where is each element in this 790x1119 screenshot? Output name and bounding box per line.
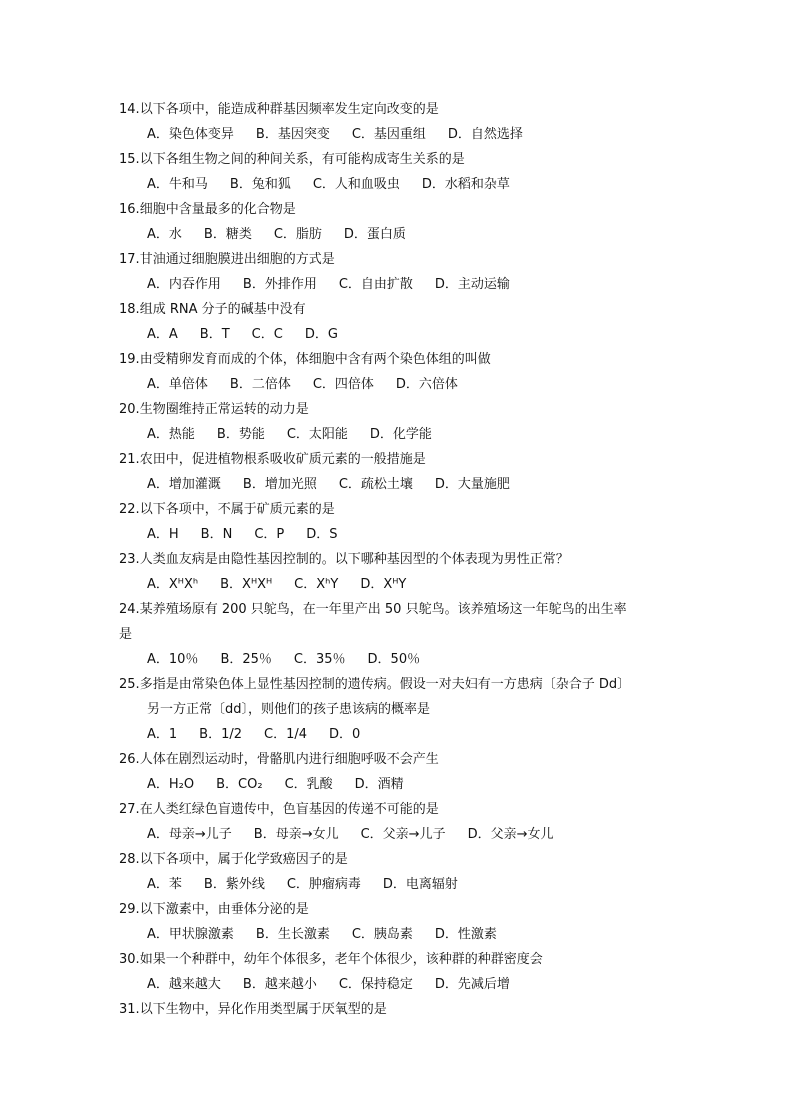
- question-number: 23.: [119, 552, 140, 567]
- option-c: C．肿瘤病毒: [286, 877, 361, 892]
- question-text: 以下各项中，不属于矿质元素的是: [139, 502, 335, 517]
- question-number: 28.: [119, 852, 140, 867]
- option-d: D．蛋白质: [343, 227, 406, 242]
- question-stem: [119, 397, 679, 422]
- option-b: B．1/2: [199, 727, 243, 742]
- question-item: [119, 297, 679, 347]
- option-b: B．紫外线: [203, 877, 265, 892]
- option-d: D．S: [306, 527, 338, 542]
- question-number: 15.: [119, 152, 140, 167]
- question-item: [119, 847, 679, 897]
- question-item: [119, 747, 679, 797]
- option-c: C．四倍体: [312, 377, 374, 392]
- question-item: [119, 997, 679, 1022]
- options-row: [119, 647, 679, 672]
- question-number: 16.: [119, 202, 140, 217]
- option-b: B．外排作用: [242, 277, 317, 292]
- question-stem: [119, 197, 679, 222]
- question-stem: [119, 947, 679, 972]
- option-c: C．乳酸: [284, 777, 333, 792]
- question-text: 多指是由常染色体上显性基因控制的遗传病。假设一对夫妇有一方患病〔杂合子 Dd〕: [139, 677, 631, 692]
- option-c: C．脂肪: [273, 227, 322, 242]
- option-d: D．化学能: [369, 427, 432, 442]
- question-item: [119, 797, 679, 847]
- option-c: C．太阳能: [286, 427, 348, 442]
- option-b: B．增加光照: [242, 477, 317, 492]
- question-item: [119, 447, 679, 497]
- option-c: C．35％: [293, 652, 346, 667]
- question-text: 以下激素中，由垂体分泌的是: [139, 902, 309, 917]
- option-b: B．T: [199, 327, 230, 342]
- question-stem-continuation: [119, 622, 679, 647]
- options-row: [119, 572, 679, 597]
- question-stem: [119, 247, 679, 272]
- question-text: 生物圈维持正常运转的动力是: [139, 402, 309, 417]
- question-stem: [119, 147, 679, 172]
- question-item: [119, 947, 679, 997]
- option-a: A．A: [147, 327, 178, 342]
- option-a: A．染色体变异: [147, 127, 234, 142]
- question-text: 在人类红绿色盲遗传中，色盲基因的传递不可能的是: [139, 802, 439, 817]
- question-text: 另一方正常〔dd〕，则他们的孩子患该病的概率是: [147, 702, 431, 717]
- question-text: 人体在剧烈运动时，骨骼肌内进行细胞呼吸不会产生: [139, 752, 439, 767]
- option-b: B．生长激素: [255, 927, 330, 942]
- option-b: B．CO₂: [216, 777, 263, 792]
- question-number: 21.: [119, 452, 140, 467]
- question-text: 以下各项中，能造成种群基因频率发生定向改变的是: [139, 102, 439, 117]
- option-b: B．母亲→女儿: [253, 827, 339, 842]
- option-d: D．G: [304, 327, 338, 342]
- option-d: D．性激素: [434, 927, 497, 942]
- question-number: 25.: [119, 677, 140, 692]
- question-text: 某养殖场原有 200 只鸵鸟，在一年里产出 50 只鸵鸟。该养殖场这一年鸵鸟的出生率: [139, 602, 627, 617]
- question-number: 27.: [119, 802, 140, 817]
- question-stem: [119, 997, 679, 1022]
- question-item: [119, 197, 679, 247]
- question-item: [119, 672, 679, 747]
- option-c: C．1/4: [264, 727, 308, 742]
- option-a: A．水: [147, 227, 182, 242]
- options-row: [119, 172, 679, 197]
- option-a: A．单倍体: [147, 377, 208, 392]
- question-stem: [119, 897, 679, 922]
- option-b: B．越来越小: [242, 977, 317, 992]
- options-row: [119, 922, 679, 947]
- question-stem: [119, 672, 679, 697]
- question-number: 22.: [119, 502, 140, 517]
- option-c: C．C: [251, 327, 283, 342]
- option-a: A．越来越大: [147, 977, 221, 992]
- options-row: [119, 422, 679, 447]
- question-stem: [119, 747, 679, 772]
- option-c: C．疏松土壤: [338, 477, 413, 492]
- question-list: [119, 97, 679, 1022]
- option-d: D．主动运输: [434, 277, 510, 292]
- option-a: A．母亲→儿子: [147, 827, 232, 842]
- option-b: B．基因突变: [255, 127, 330, 142]
- option-a: A．苯: [147, 877, 182, 892]
- option-d: D．电离辐射: [382, 877, 458, 892]
- option-a: A．1: [147, 727, 178, 742]
- option-a: A．内吞作用: [147, 277, 221, 292]
- question-text: 组成 RNA 分子的碱基中没有: [139, 302, 306, 317]
- option-a: A．H: [147, 527, 179, 542]
- question-stem: [119, 97, 679, 122]
- option-b: B．XᴴXᴴ: [220, 577, 273, 592]
- option-b: B．势能: [216, 427, 265, 442]
- question-text: 农田中，促进植物根系吸收矿质元素的一般措施是: [139, 452, 426, 467]
- question-number: 30.: [119, 952, 140, 967]
- option-a: A．热能: [147, 427, 195, 442]
- question-text: 如果一个种群中，幼年个体很多，老年个体很少，该种群的种群密度会: [139, 952, 543, 967]
- option-d: D．0: [329, 727, 361, 742]
- question-stem: [119, 847, 679, 872]
- option-c: C．人和血吸虫: [312, 177, 400, 192]
- question-stem: [119, 447, 679, 472]
- question-number: 31.: [119, 1002, 140, 1017]
- options-row: [119, 322, 679, 347]
- question-number: 17.: [119, 252, 140, 267]
- question-stem-continuation: [119, 697, 679, 722]
- options-row: [119, 522, 679, 547]
- options-row: [119, 222, 679, 247]
- question-text: 以下各项中，属于化学致癌因子的是: [139, 852, 348, 867]
- options-row: [119, 822, 679, 847]
- question-number: 24.: [119, 602, 140, 617]
- question-number: 29.: [119, 902, 140, 917]
- option-b: B．N: [200, 527, 233, 542]
- option-a: A．牛和马: [147, 177, 208, 192]
- options-row: [119, 272, 679, 297]
- option-c: C．胰岛素: [351, 927, 413, 942]
- option-c: C．XʰY: [294, 577, 339, 592]
- question-stem: [119, 347, 679, 372]
- option-a: A．甲状腺激素: [147, 927, 234, 942]
- options-row: [119, 772, 679, 797]
- question-text: 人类血友病是由隐性基因控制的。以下哪种基因型的个体表现为男性正常？: [139, 552, 569, 567]
- question-item: [119, 597, 679, 672]
- question-stem: [119, 497, 679, 522]
- option-d: D．大量施肥: [434, 477, 510, 492]
- question-item: [119, 897, 679, 947]
- question-item: [119, 497, 679, 547]
- option-c: C．父亲→儿子: [360, 827, 446, 842]
- option-b: B．25％: [220, 652, 272, 667]
- question-text: 以下生物中，异化作用类型属于厌氧型的是: [139, 1002, 387, 1017]
- options-row: [119, 972, 679, 997]
- options-row: [119, 472, 679, 497]
- option-d: D．先减后增: [434, 977, 510, 992]
- option-a: A．XᴴXʰ: [147, 577, 199, 592]
- question-stem: [119, 297, 679, 322]
- question-text: 甘油通过细胞膜进出细胞的方式是: [139, 252, 335, 267]
- question-item: [119, 347, 679, 397]
- options-row: [119, 722, 679, 747]
- option-d: D．水稻和杂草: [421, 177, 510, 192]
- option-a: A．10％: [147, 652, 199, 667]
- question-stem: [119, 547, 679, 572]
- option-b: B．糖类: [203, 227, 252, 242]
- options-row: [119, 372, 679, 397]
- question-stem: [119, 797, 679, 822]
- question-text: 由受精卵发育而成的个体，体细胞中含有两个染色体组的叫做: [139, 352, 491, 367]
- question-item: [119, 247, 679, 297]
- option-a: A．H₂O: [147, 777, 195, 792]
- option-d: D．父亲→女儿: [467, 827, 554, 842]
- options-row: [119, 122, 679, 147]
- option-c: C．基因重组: [351, 127, 426, 142]
- option-b: B．二倍体: [229, 377, 291, 392]
- question-number: 14.: [119, 102, 140, 117]
- option-b: B．兔和狐: [229, 177, 291, 192]
- question-stem: [119, 597, 679, 622]
- question-number: 20.: [119, 402, 140, 417]
- question-text: 是: [119, 627, 133, 642]
- options-row: [119, 872, 679, 897]
- question-text: 细胞中含量最多的化合物是: [139, 202, 296, 217]
- option-d: D．六倍体: [395, 377, 458, 392]
- question-number: 19.: [119, 352, 140, 367]
- option-a: A．增加灌溉: [147, 477, 221, 492]
- question-number: 18.: [119, 302, 140, 317]
- question-item: [119, 547, 679, 597]
- option-d: D．酒精: [354, 777, 404, 792]
- question-number: 26.: [119, 752, 140, 767]
- option-d: D．50％: [367, 652, 421, 667]
- question-text: 以下各组生物之间的种间关系，有可能构成寄生关系的是: [139, 152, 465, 167]
- option-d: D．自然选择: [447, 127, 523, 142]
- question-item: [119, 97, 679, 147]
- question-item: [119, 147, 679, 197]
- option-d: D．XᴴY: [360, 577, 407, 592]
- option-c: C．自由扩散: [338, 277, 413, 292]
- option-c: C．保持稳定: [338, 977, 413, 992]
- question-item: [119, 397, 679, 447]
- option-c: C．P: [254, 527, 285, 542]
